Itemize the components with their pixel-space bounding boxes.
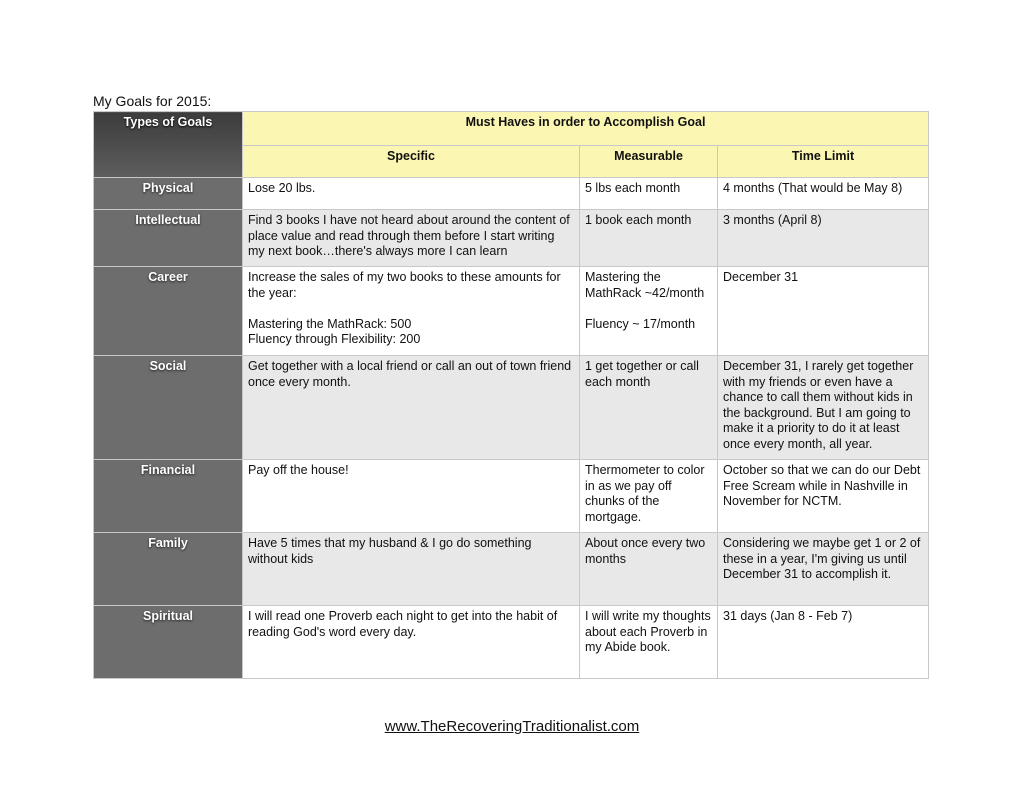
goal-type-intellectual: Intellectual (94, 210, 243, 267)
goal-type-spiritual: Spiritual (94, 606, 243, 679)
measurable-cell: 1 book each month (580, 210, 718, 267)
table-row (94, 356, 929, 460)
specific-cell: I will read one Proverb each night to get into the habit of reading God's word every day. (243, 606, 580, 679)
time-limit-cell: 31 days (Jan 8 - Feb 7) (718, 606, 929, 679)
time-limit-cell: October so that we can do our Debt Free Scream while in Nashville in November for NCTM. (718, 460, 929, 533)
footer-website-link[interactable]: www.TheRecoveringTraditionalist.com (384, 718, 640, 735)
table-row (94, 178, 929, 210)
goals-table (93, 111, 929, 679)
measurable-cell: I will write my thoughts about each Proverb in my Abide book. (580, 606, 718, 679)
goal-type-financial: Financial (94, 460, 243, 533)
time-limit-cell: December 31 (718, 267, 929, 356)
time-limit-cell: December 31, I rarely get together with my friends or even have a chance to call them without kids in the background. But I am going to make it a priority to do it at least once every month, all year. (718, 356, 929, 460)
table-row (94, 533, 929, 606)
time-limit-cell: 4 months (That would be May 8) (718, 178, 929, 210)
goal-type-career: Career (94, 267, 243, 356)
goal-type-physical: Physical (94, 178, 243, 210)
specific-cell: Find 3 books I have not heard about around the content of place value and read through them before I start writing my next book…there's always more I can learn (243, 210, 580, 267)
specific-cell: Increase the sales of my two books to these amounts for the year: Mastering the MathRack: 500 Fluency through Flexibility: 200 (243, 267, 580, 356)
measurable-cell: 1 get together or call each month (580, 356, 718, 460)
measurable-header: Measurable (580, 146, 718, 178)
goal-type-family: Family (94, 533, 243, 606)
page-caption: My Goals for 2015: (93, 93, 212, 109)
types-of-goals-header: Types of Goals (94, 112, 243, 178)
specific-cell: Pay off the house! (243, 460, 580, 533)
measurable-cell: 5 lbs each month (580, 178, 718, 210)
time-limit-header: Time Limit (718, 146, 929, 178)
table-row (94, 460, 929, 533)
time-limit-cell: Considering we maybe get 1 or 2 of these in a year, I'm giving us until December 31 to accomplish it. (718, 533, 929, 606)
measurable-cell: About once every two months (580, 533, 718, 606)
must-haves-header: Must Haves in order to Accomplish Goal (243, 112, 929, 146)
specific-header: Specific (243, 146, 580, 178)
specific-cell: Lose 20 lbs. (243, 178, 580, 210)
table-row (94, 210, 929, 267)
table-row (94, 267, 929, 356)
measurable-cell: Mastering the MathRack ~42/month Fluency ~ 17/month (580, 267, 718, 356)
specific-cell: Get together with a local friend or call an out of town friend once every month. (243, 356, 580, 460)
measurable-cell: Thermometer to color in as we pay off chunks of the mortgage. (580, 460, 718, 533)
specific-cell: Have 5 times that my husband & I go do something without kids (243, 533, 580, 606)
table-row (94, 606, 929, 679)
time-limit-cell: 3 months (April 8) (718, 210, 929, 267)
goal-type-social: Social (94, 356, 243, 460)
